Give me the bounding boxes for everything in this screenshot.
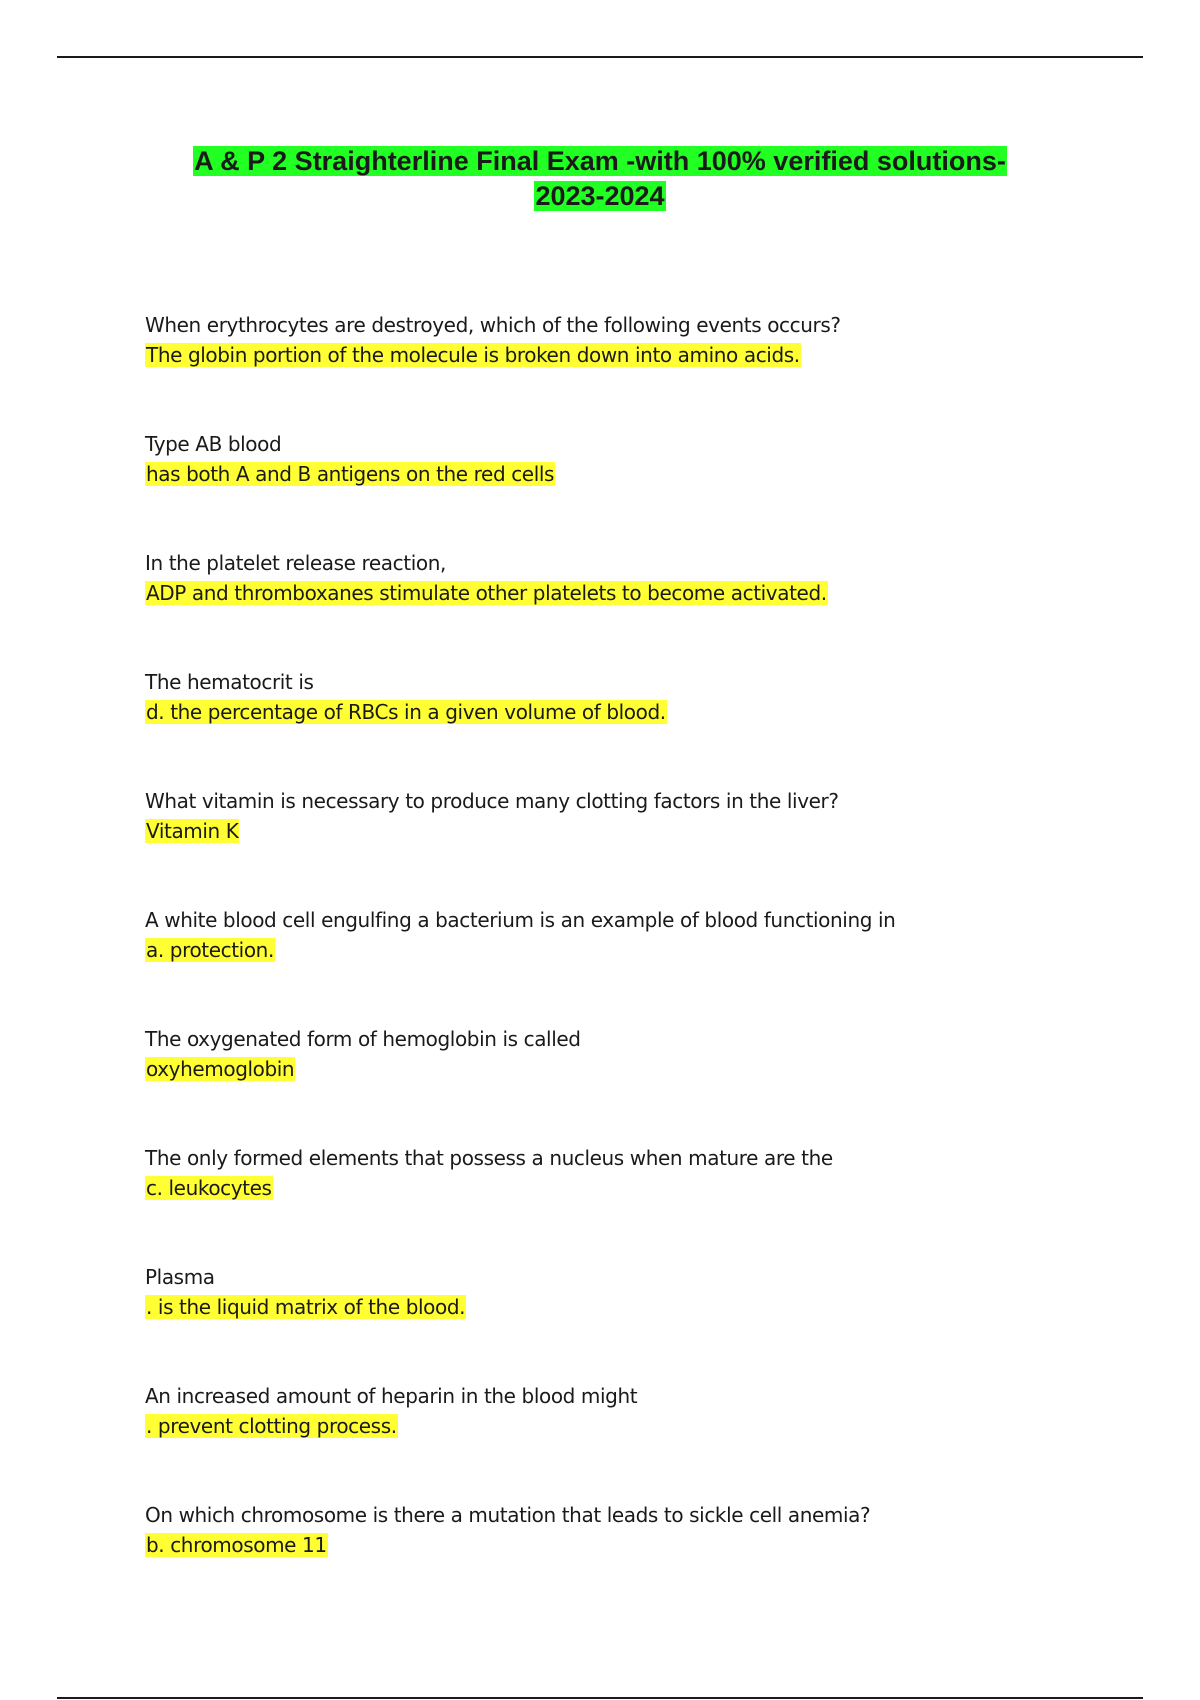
question-text: What vitamin is necessary to produce many clotting factors in the liver? (145, 789, 839, 813)
question-text: The only formed elements that possess a nucleus when mature are the (145, 1146, 833, 1170)
title-line-2: 2023-2024 (535, 181, 665, 211)
answer-text (145, 816, 1145, 846)
answer-text (145, 1054, 1145, 1084)
qa-item (145, 310, 1145, 429)
qa-item (145, 1500, 1145, 1619)
qa-item (145, 905, 1145, 1024)
question-text: An increased amount of heparin in the blood might (145, 1384, 638, 1408)
question-text: A white blood cell engulfing a bacterium is an example of blood functioning in (145, 908, 896, 932)
answer-highlight: oxyhemoglobin (146, 1057, 295, 1081)
answer-highlight: c. leukocytes (146, 1176, 272, 1200)
question-text: On which chromosome is there a mutation that leads to sickle cell anemia? (145, 1503, 871, 1527)
answer-text (145, 1173, 1145, 1203)
qa-item (145, 1143, 1145, 1262)
qa-item (145, 429, 1145, 548)
answer-text (145, 1292, 1145, 1322)
answer-highlight: ADP and thromboxanes stimulate other platelets to become activated. (146, 581, 827, 605)
answer-text (145, 459, 1145, 489)
footer-rule (57, 1697, 1143, 1699)
answer-highlight: d. the percentage of RBCs in a given volume of blood. (146, 700, 666, 724)
answer-highlight: has both A and B antigens on the red cells (146, 462, 555, 486)
qa-item (145, 786, 1145, 905)
answer-text (145, 1411, 1145, 1441)
answer-text (145, 697, 1145, 727)
answer-highlight: b. chromosome 11 (146, 1533, 327, 1557)
question-text: Type AB blood (145, 432, 282, 456)
qa-item (145, 1024, 1145, 1143)
answer-highlight: The globin portion of the molecule is broken down into amino acids. (146, 343, 800, 367)
answer-text (145, 340, 1145, 370)
answer-highlight: . is the liquid matrix of the blood. (146, 1295, 466, 1319)
title-line-1: A & P 2 Straighterline Final Exam -with 100% verified solutions- (194, 146, 1006, 176)
document-title (100, 144, 1100, 214)
question-text: In the platelet release reaction, (145, 551, 446, 575)
question-text: The hematocrit is (145, 670, 314, 694)
qa-item (145, 1381, 1145, 1500)
question-text: The oxygenated form of hemoglobin is called (145, 1027, 581, 1051)
answer-highlight: . prevent clotting process. (146, 1414, 397, 1438)
answer-text (145, 578, 1145, 608)
qa-item (145, 1262, 1145, 1381)
question-answer-list (145, 310, 1145, 1619)
answer-text (145, 935, 1145, 965)
answer-highlight: Vitamin K (146, 819, 239, 843)
header-rule (57, 56, 1143, 58)
qa-item (145, 667, 1145, 786)
answer-text (145, 1530, 1145, 1560)
question-text: When erythrocytes are destroyed, which of the following events occurs? (145, 313, 841, 337)
question-text: Plasma (145, 1265, 215, 1289)
answer-highlight: a. protection. (146, 938, 274, 962)
qa-item (145, 548, 1145, 667)
